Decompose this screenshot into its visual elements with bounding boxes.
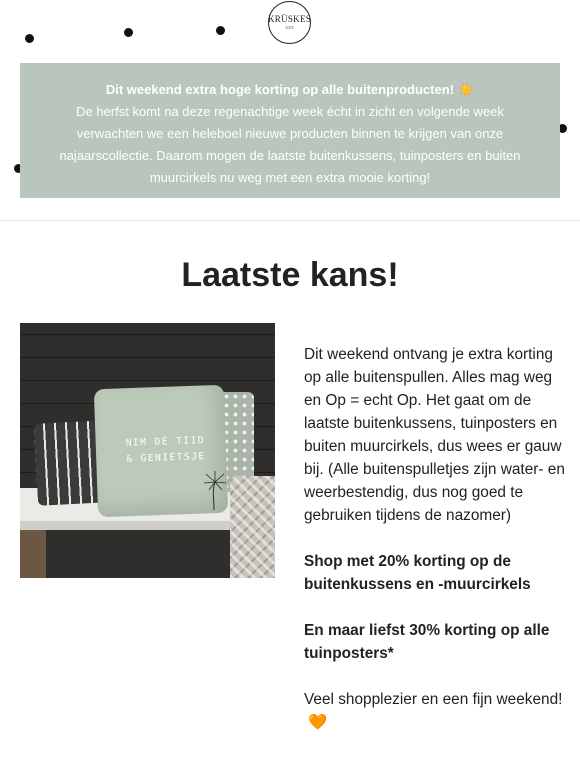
section-divider	[0, 220, 580, 221]
checkered-blanket	[230, 476, 275, 578]
confetti-dot	[216, 26, 225, 35]
page-title: Laatste kans!	[181, 256, 399, 294]
banner-line: De herfst komt na deze regenachtige week écht in zicht en volgende week	[76, 104, 504, 119]
closing-text: Veel shopplezier en een fijn weekend!🧡	[304, 691, 563, 731]
sun-icon: ☀️	[457, 82, 475, 97]
logo-wordmark: KRÜSKES	[267, 14, 312, 24]
cushion-print: NIM DE TIID & GENIETSJE	[125, 434, 206, 465]
banner-line: najaarscollectie. Daarom mogen de laatste buitenkussens, tuinposters en buiten	[59, 148, 521, 163]
bench-leg	[20, 530, 46, 578]
promo-banner	[20, 63, 560, 198]
wall-plank	[20, 357, 275, 358]
intro-paragraph: Dit weekend ontvang je extra korting op alle buitenspullen. Alles mag weg en Op = echt Op. Het gaat om de laatste buitenkussens, tuinposters en buiten muurcirkels, dus wees er gauw bij. (Alle buitenspulletjes zijn water- en weerbestendig, dus nog goed te gebruiken tijdens de nazomer)	[304, 346, 565, 524]
content-text	[304, 343, 566, 757]
bench-leg	[206, 530, 210, 540]
promo-cushions: Shop met 20% korting op de buitenkussens en -muurcirkels	[304, 553, 531, 593]
confetti-dot	[124, 28, 133, 37]
banner-line: muurcirkels nu weg met een extra mooie korting!	[149, 170, 431, 185]
wall-plank	[20, 334, 275, 335]
confetti-dot	[25, 34, 34, 43]
logo-subtext: XXX	[285, 25, 294, 30]
banner-title: Dit weekend extra hoge korting op alle buitenproducten! ☀️	[38, 79, 542, 101]
bench-edge	[20, 521, 230, 530]
promo-posters: En maar liefst 30% korting op alle tuinposters*	[304, 622, 550, 662]
wall-plank	[20, 380, 275, 381]
dandelion-graphic	[200, 470, 230, 510]
heart-icon: 🧡	[308, 714, 328, 731]
brand-logo[interactable]	[268, 1, 311, 44]
banner-line: verwachten we een heleboel nieuwe producten binnen te krijgen van onze	[76, 126, 504, 141]
